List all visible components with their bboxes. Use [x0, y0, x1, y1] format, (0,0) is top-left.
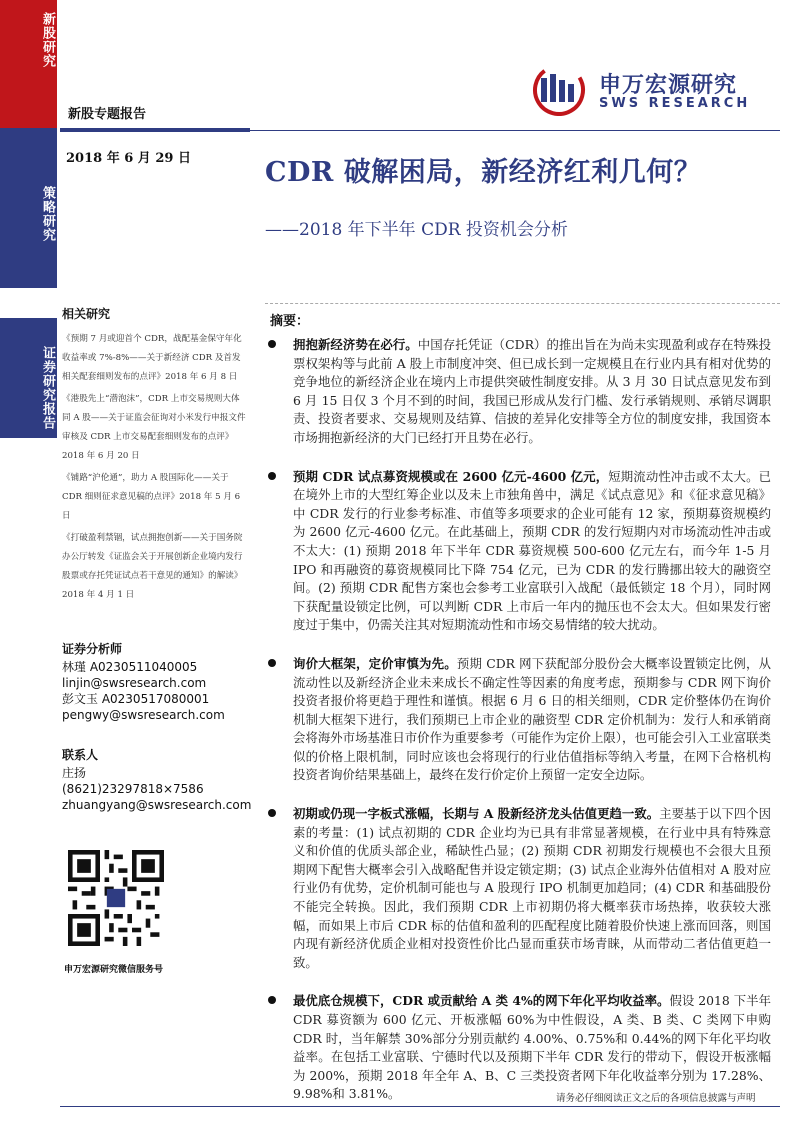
contact-phone: (8621)23297818×7586 [62, 782, 204, 796]
summary-point [265, 468, 771, 635]
analyst-email[interactable]: pengwy@swsresearch.com [62, 708, 225, 722]
related-list [62, 330, 248, 605]
point-text: 预期 CDR 网下获配部分股份会大概率设置锁定比例，从流动性以及新经济企业未来成长不确定性等因素的角度考虑，预期参与 CDR 网下询价投资者报价将更趋于理性和谨慎。根据 6 月 6 日的相关细则，CDR 定价整体仍在询价机制大框架下进行，我们预期已上市企业的融资型 CDR 定价机制为：发行人和承销商会将海外市场基准日市价作为重要参考（可能作为定价上限），也可能会引入工业富联类似的价格上限机制，同时应该也会将现行的行业估值指标等纳入考量，在网下合格机构投资者询价结果基础上，最终在发行价定价上预留一定安全边际。 [293, 655, 772, 783]
header-rule-thin [250, 130, 780, 131]
summary-points [265, 336, 771, 1124]
contact-heading: 联系人 [62, 748, 99, 762]
footer-rule [60, 1106, 780, 1107]
related-item[interactable]: 《铺路“沪伦通”，助力 A 股国际化——关于CDR 细则征求意见稿的点评》2018 年 5 月 6 日 [62, 473, 241, 521]
analysts-block [62, 640, 252, 723]
contact-block [62, 746, 252, 813]
side-label-strategy: 策略研究 [0, 128, 57, 288]
qr-code-icon[interactable] [68, 850, 164, 946]
summary-divider [265, 303, 780, 304]
point-text: 假设 2018 下半年 CDR 募资额为 600 亿元、开板涨幅 60%为中性假设，A 类、B 类、C 类网下申购 CDR 时，当年解禁 30%部分分别贡献约 4.00%、0.75%和 0.44%的网下年化平均收益率。在包括工业富联、宁德时代以及预期下半年 CDR 发行的带动下，假设开板涨幅为 200%，预期 2018 年全年 A、B、C 三类投资者网下年化收益率分别为 17.28%、9.98%和 3.81%。 [293, 993, 771, 1102]
point-lead: 拥抱新经济势在必行。 [293, 337, 418, 352]
summary-point [265, 336, 771, 448]
analyst-email[interactable]: linjin@swsresearch.com [62, 676, 207, 690]
point-text: 中国存托凭证（CDR）的推出旨在为尚未实现盈利或存在特殊投票权架构等与此前 A 股上市制度冲突、但已成长到一定规模且在行业内具有相对优势的竞争地位的新经济企业在境内上市提供突破性制度安排。从 3 月 30 日试点意见发布到 6 月 15 日仅 3 个月不到的时间，我国已形成从发行门槛、发行承销规则、承销尽调职责、投资者要求、交易规则及结算、信披的差异化安排等全方位的制度安排，我国资本市场拥抱新经济的大门已经打开且势在必行。 [293, 337, 771, 445]
summary-heading: 摘要： [270, 314, 310, 329]
side-label-ipo: 新股研究 [0, 0, 57, 128]
analyst-name: 林瑾 A0230511040005 [62, 660, 198, 674]
logo-text-en: SWS RESEARCH [599, 96, 751, 111]
report-type: 新股专题报告 [68, 107, 147, 122]
related-item[interactable]: 《预期 7 月或迎首个 CDR，战配基金保守年化收益率或 7%-8%——关于新经济 CDR 及首发相关配套细则发布的点评》2018 年 6 月 8 日 [62, 334, 242, 382]
bullet-icon [268, 809, 276, 817]
summary-point [265, 655, 771, 785]
bullet-icon [268, 340, 276, 348]
qr-caption: 申万宏源研究微信服务号 [64, 965, 164, 975]
point-text: 主要基于以下四个因素的考量：(1) 试点初期的 CDR 企业均为已具有非常显著规模，在行业中具有特殊意义和价值的优质头部企业，稀缺性凸显；(2) 预期 CDR 初期发行规模也不会很大且预期网下配售大概率会引入战略配售并设定锁定期；(3) 试点企业海外估值相对 A 股对应行业仍有优势，定价机制可能也与 A 股现行 IPO 机制更加趋同；(4) CDR 和基础股份不能完全转换。因此，我们预期 CDR 上市初期仍将大概率获市场热捧，收获较大涨幅，而如果上市后 CDR 标的估值和盈利的匹配程度比随着股价快速上涨而回落，则国内现有新经济优质企业相对投资性价比凸显而重获市场青睐，从而带动二者估值更趋一致。 [293, 806, 771, 970]
disclaimer-note: 请务必仔细阅读正文之后的各项信息披露与声明 [556, 1093, 756, 1104]
analysts-heading: 证券分析师 [62, 642, 123, 656]
company-logo [527, 64, 783, 116]
header-rule [60, 128, 250, 132]
related-heading: 相关研究 [62, 307, 111, 321]
contact-email[interactable]: zhuangyang@swsresearch.com [62, 798, 252, 812]
side-label-securities: 证券研究报告 [0, 318, 57, 438]
point-lead: 初期或仍现一字板式涨幅，长期与 A 股新经济龙头估值更趋一致。 [293, 806, 660, 822]
analyst-name: 彭文玉 A0230517080001 [62, 692, 210, 706]
report-title: CDR 破解困局，新经济红利几何？ [265, 157, 702, 188]
bullet-icon [268, 996, 276, 1004]
related-item[interactable]: 《打破盈利禁锢，试点拥抱创新——关于国务院办公厅转发《证监会关于开展创新企业境内发行股票或存托凭证试点若干意见的通知》的解读》2018 年 4 月 1 日 [62, 533, 243, 600]
contact-name: 庄扬 [62, 766, 87, 780]
point-lead: 最优底仓规模下，CDR 或贡献给 A 类 4%的网下年化平均收益率。 [293, 993, 670, 1009]
point-lead: 询价大框架，定价审慎为先。 [293, 655, 457, 671]
logo-mark-icon [527, 64, 591, 116]
report-date: 2018 年 6 月 29 日 [66, 151, 191, 166]
bullet-icon [268, 472, 276, 480]
summary-point [265, 805, 771, 972]
related-research [62, 305, 248, 608]
bullet-icon [268, 659, 276, 667]
point-text: 短期流动性冲击或不太大。已在境外上市的大型红筹企业以及未上市独角兽中，满足《试点意见》和《征求意见稿》中 CDR 发行的行业参考标准、市值等多项要求的企业可能有 12 家，预期募资规模约为 2600 亿元-4600 亿元。在此基础上，预期 CDR 的发行短期内对市场流动性冲击或不太大：(1) 预期 2018 年下半年 CDR 募资规模 500-600 亿元左右，而今年 1-5 月 IPO 和再融资的募资规模同比下降 754 亿元，已为 CDR 的发行腾挪出较大的融资空间。(2) 预期 CDR 配售方案也会参考工业富联引入战配（最低锁定 18 个月），同时网下获配量设锁定比例，可以判断 CDR 上市后一年内的抛压也不会太大。但如果发行密度过于集中，仍需关注其对短期流动性和市场交易情绪的较大扰动。 [293, 468, 772, 633]
logo-text-cn: 申万宏源研究 [599, 73, 738, 98]
summary-point [265, 992, 771, 1104]
report-subtitle: ——2018 年下半年 CDR 投资机会分析 [265, 220, 568, 240]
point-lead: 预期 CDR 试点募资规模或在 2600 亿元-4600 亿元， [293, 468, 609, 484]
related-item[interactable]: 《港股先上“潜泡沫”，CDR 上市交易规则大体同 A 股——关于证监会征询对小米发行申报文件审核及 CDR 上市交易配套细则发布的点评》2018 年 6 月 20 日 [62, 394, 246, 461]
